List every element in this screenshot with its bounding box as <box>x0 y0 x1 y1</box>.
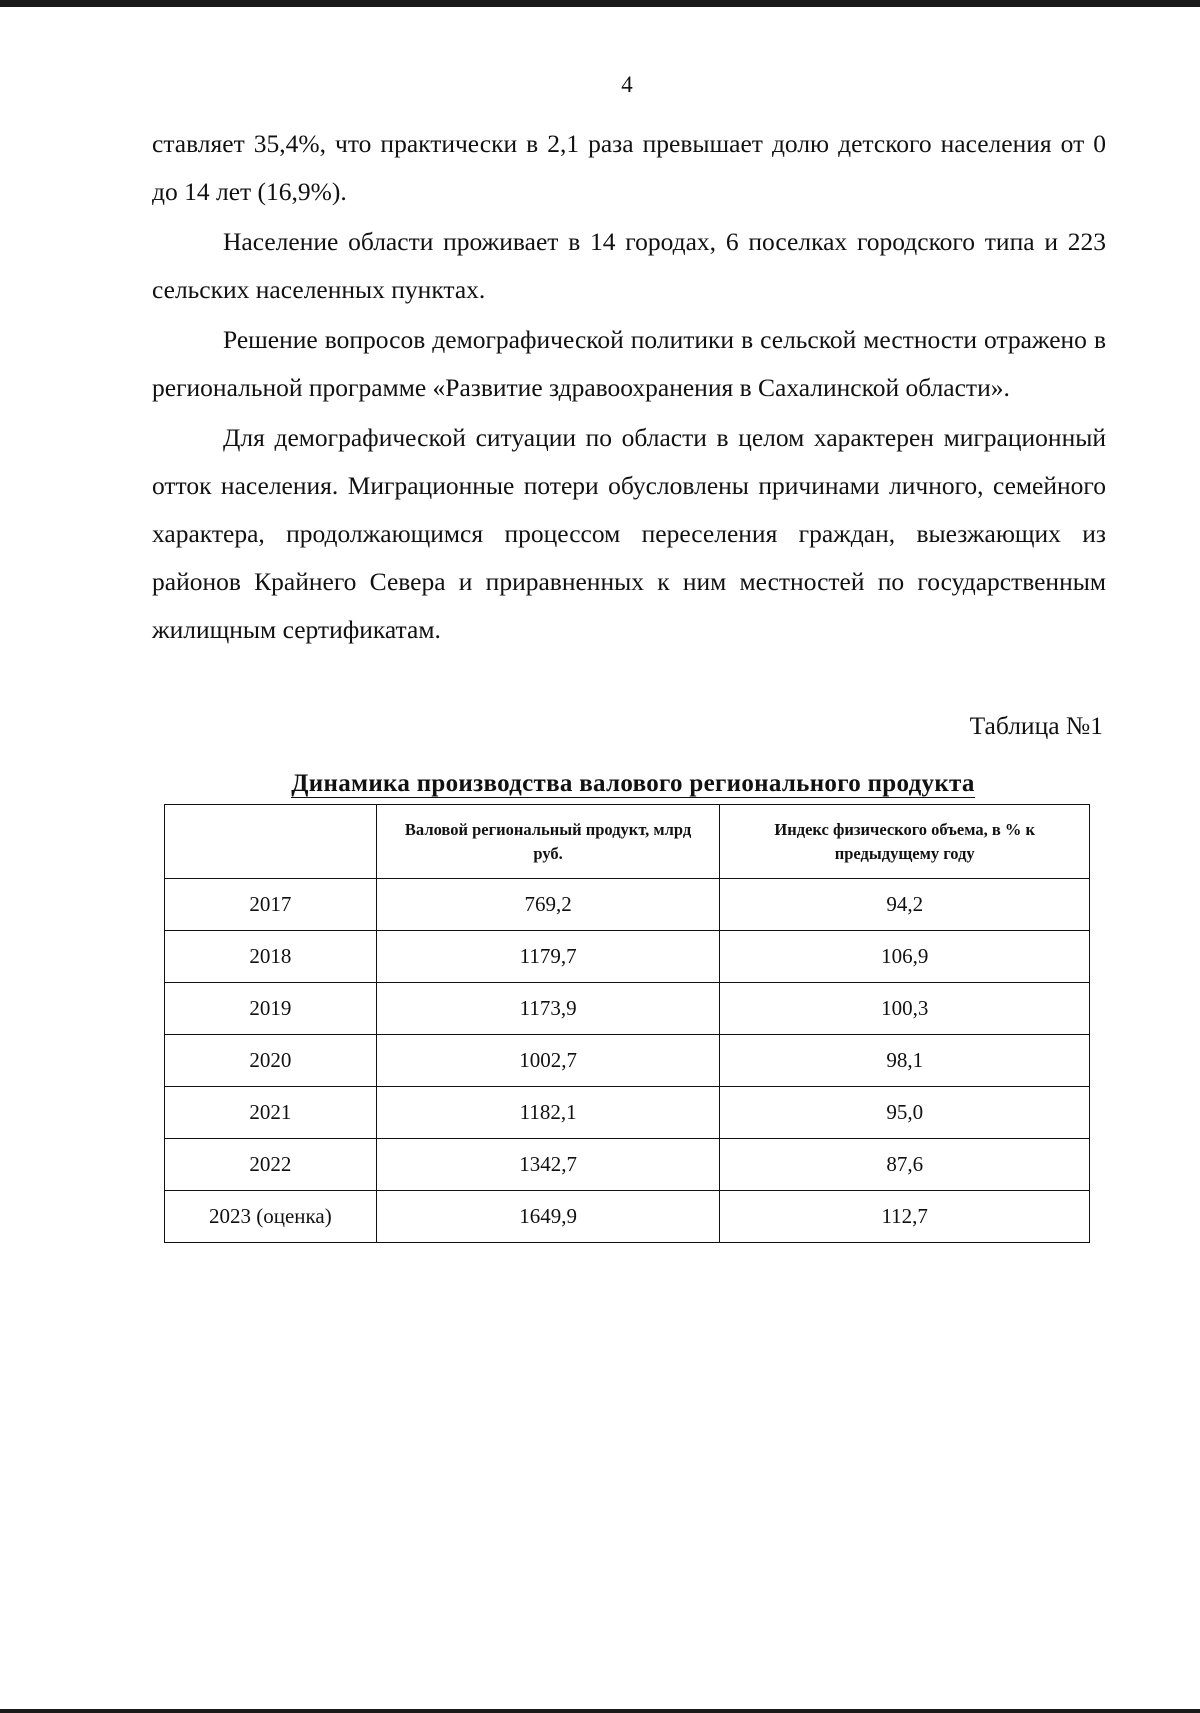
cell-index: 106,9 <box>720 931 1090 983</box>
table-row <box>165 1191 1090 1243</box>
cell-index: 87,6 <box>720 1139 1090 1191</box>
cell-index: 94,2 <box>720 879 1090 931</box>
cell-grp: 1342,7 <box>376 1139 720 1191</box>
cell-year: 2018 <box>165 931 377 983</box>
cell-index: 112,7 <box>720 1191 1090 1243</box>
cell-grp: 1182,1 <box>376 1087 720 1139</box>
cell-grp: 769,2 <box>376 879 720 931</box>
cell-index: 98,1 <box>720 1035 1090 1087</box>
cell-year: 2021 <box>165 1087 377 1139</box>
cell-grp: 1002,7 <box>376 1035 720 1087</box>
cell-index: 100,3 <box>720 983 1090 1035</box>
cell-grp: 1649,9 <box>376 1191 720 1243</box>
paragraph-1: ставляет 35,4%, что практически в 2,1 раза превышает долю детского населения от 0 до 14 лет (16,9%). <box>152 129 1106 206</box>
scan-top-edge <box>0 0 1200 7</box>
table-title <box>0 770 1200 798</box>
table-label: Таблица №1 <box>969 711 1103 740</box>
scan-bottom-edge <box>0 1709 1200 1713</box>
cell-grp: 1173,9 <box>376 983 720 1035</box>
table-header-row <box>165 805 1090 879</box>
table-row <box>165 1035 1090 1087</box>
table-row <box>165 983 1090 1035</box>
cell-year: 2017 <box>165 879 377 931</box>
cell-year: 2022 <box>165 1139 377 1191</box>
cell-index: 95,0 <box>720 1087 1090 1139</box>
table-row <box>165 1087 1090 1139</box>
paragraph-2: Население области проживает в 14 городах, 6 поселках городского типа и 223 сельских населенных пунктах. <box>152 227 1106 304</box>
cell-year: 2019 <box>165 983 377 1035</box>
table-row <box>165 931 1090 983</box>
header-year <box>165 805 377 879</box>
body-text <box>152 120 1106 656</box>
paragraph-3: Решение вопросов демографической политики в сельской местности отражено в региональной программе «Развитие здравоохранения в Сахалинской области». <box>152 325 1106 402</box>
table-row <box>165 879 1090 931</box>
table-row <box>165 1139 1090 1191</box>
header-grp: Валовой региональный продукт, млрд руб. <box>376 805 720 879</box>
page-number: 4 <box>621 72 633 97</box>
table-title-text: Динамика производства валового регионального продукта <box>291 770 975 797</box>
header-index: Индекс физического объема, в % к предыдущему году <box>720 805 1090 879</box>
cell-year: 2020 <box>165 1035 377 1087</box>
gdp-table <box>164 804 1090 1243</box>
cell-year: 2023 (оценка) <box>165 1191 377 1243</box>
cell-grp: 1179,7 <box>376 931 720 983</box>
paragraph-4: Для демографической ситуации по области в целом характерен миграционный отток населения. Миграционные потери обусловлены причинами личного, семейного характера, продолжающимся процессом переселения граждан, выезжающих из районов Крайнего Севера и приравненных к ним местностей по государственным жилищным сертификатам. <box>152 423 1106 644</box>
